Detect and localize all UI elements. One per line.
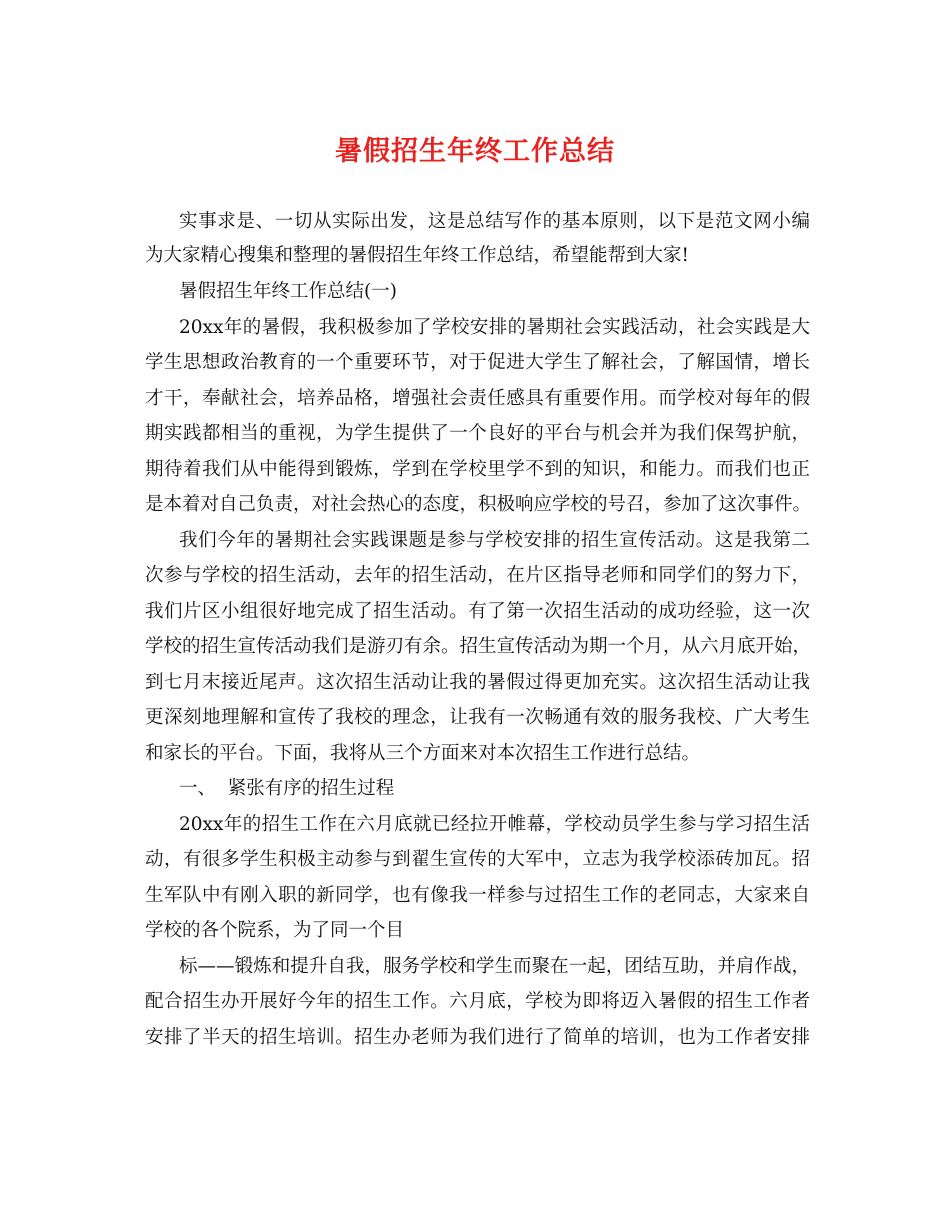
paragraph-line: 和家长的平台。下面，我将从三个方面来对本次招生工作进行总结。 <box>145 743 701 764</box>
paragraph-line: 安排了半天的招生培训。招生办老师为我们进行了简单的培训，也为工作者安排 <box>145 1027 810 1048</box>
paragraph-line: 配合招生办开展好今年的招生工作。六月底，学校为即将迈入暑假的招生工作者 <box>145 991 810 1012</box>
section-heading: 一、 紧张有序的招生过程 <box>179 778 395 799</box>
paragraph-line: 次参与学校的招生活动，去年的招生活动，在片区指导老师和同学们的努力下， <box>145 565 810 586</box>
section-heading: 暑假招生年终工作总结(一) <box>179 281 397 302</box>
paragraph-line: 更深刻地理解和宣传了我校的理念，让我有一次畅通有效的服务我校、广大考生 <box>145 707 810 728</box>
paragraph-line: 生军队中有刚入职的新同学，也有像我一样参与过招生工作的老同志，大家来自 <box>145 885 810 906</box>
paragraph-line: 20xx年的招生工作在六月底就已经拉开帷幕，学校动员学生参与学习招生活 <box>179 814 810 835</box>
paragraph-line: 到七月末接近尾声。这次招生活动让我的暑假过得更加充实。这次招生活动让我 <box>145 672 810 693</box>
paragraph-line: 学校的各个院系，为了同一个目 <box>145 920 405 941</box>
paragraph-line: 实事求是、一切从实际出发，这是总结写作的基本原则，以下是范文网小编 <box>179 211 810 232</box>
document-title: 暑假招生年终工作总结 <box>335 136 615 167</box>
paragraph-line: 为大家精心搜集和整理的暑假招生年终工作总结，希望能帮到大家! <box>145 245 689 266</box>
paragraph-line: 动，有很多学生积极主动参与到翟生宣传的大军中，立志为我学校添砖加瓦。招 <box>145 849 810 870</box>
paragraph-line: 期实践都相当的重视，为学生提供了一个良好的平台与机会并为我们保驾护航， <box>145 423 810 444</box>
paragraph-line: 才干，奉献社会，培养品格，增强社会责任感具有重要作用。而学校对每年的假 <box>145 388 810 409</box>
paragraph-line: 我们今年的暑期社会实践课题是参与学校安排的招生宣传活动。这是我第二 <box>179 530 810 551</box>
paragraph-line: 学生思想政治教育的一个重要环节，对于促进大学生了解社会，了解国情，增长 <box>145 352 810 373</box>
paragraph-line: 学校的招生宣传活动我们是游刃有余。招生宣传活动为期一个月，从六月底开始， <box>145 636 812 657</box>
paragraph-line: 20xx年的暑假，我积极参加了学校安排的暑期社会实践活动，社会实践是大 <box>179 317 810 338</box>
paragraph-line: 标——锻炼和提升自我，服务学校和学生而聚在一起，团结互助，并肩作战， <box>179 956 810 977</box>
paragraph-line: 我们片区小组很好地完成了招生活动。有了第一次招生活动的成功经验，这一次 <box>145 601 810 622</box>
paragraph-line: 是本着对自己负责，对社会热心的态度，积极响应学校的号召，参加了这次事件。 <box>145 494 812 515</box>
paragraph-line: 期待着我们从中能得到锻炼，学到在学校里学不到的知识，和能力。而我们也正 <box>145 459 810 480</box>
